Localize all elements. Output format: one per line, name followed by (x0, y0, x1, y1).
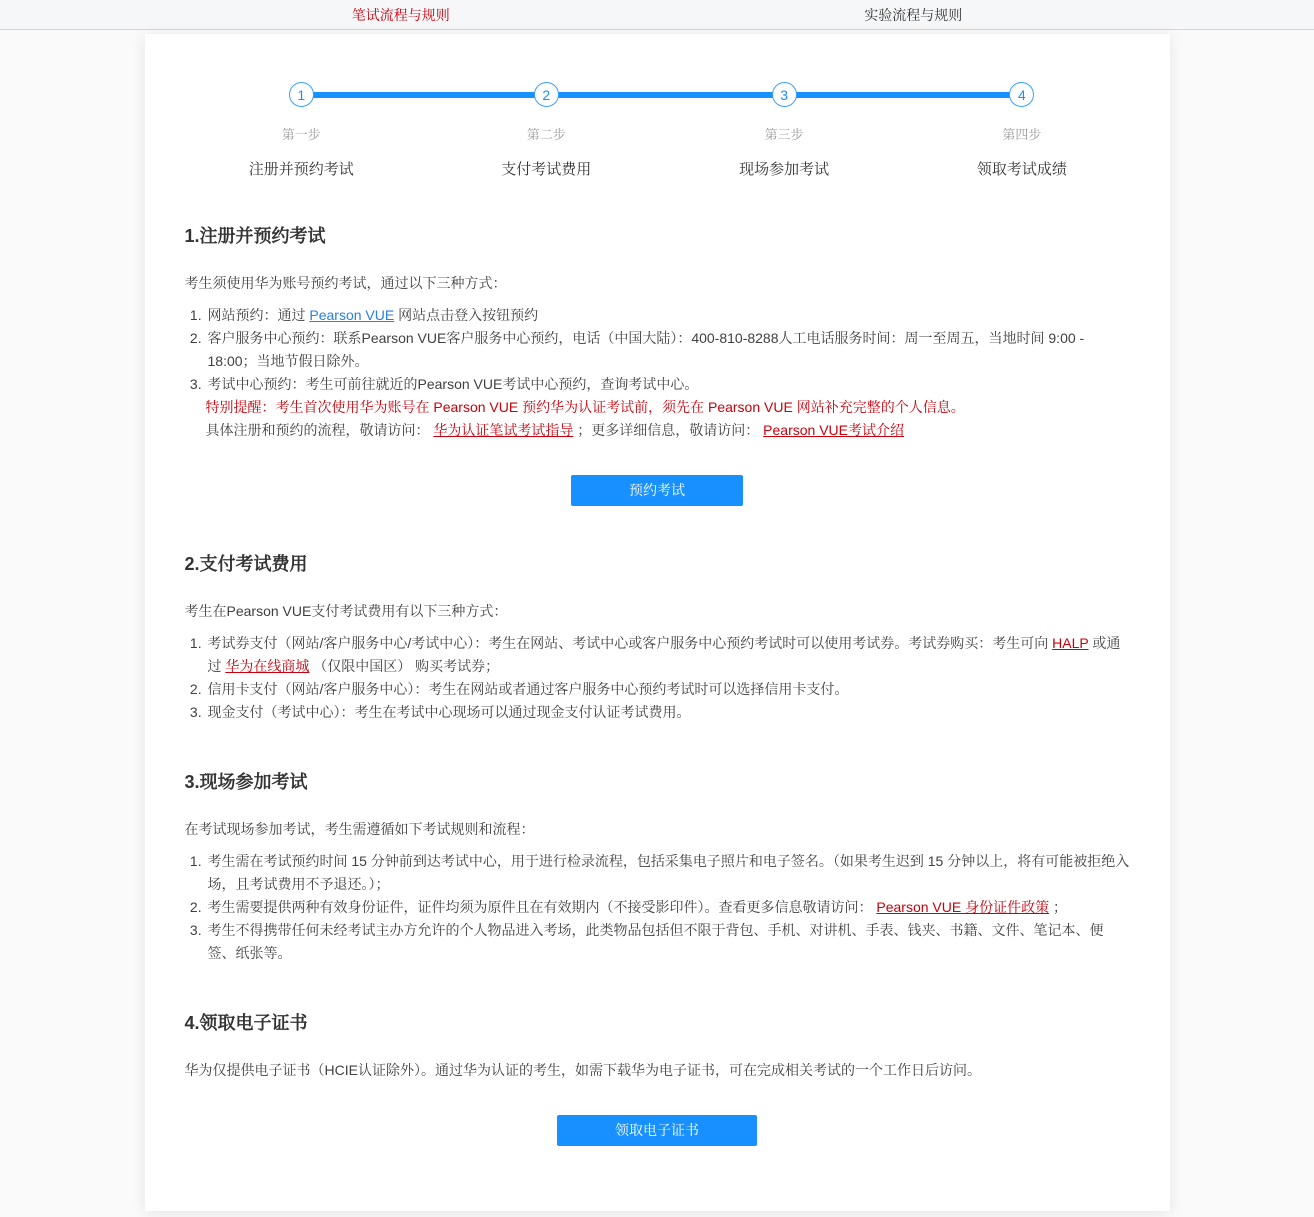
tab-bar-inner (145, 0, 1170, 29)
step-3 (694, 82, 874, 179)
text: 考生需在考试预约时间 15 分钟前到达考试中心，用于进行检录流程，包括采集电子照片和电子签名。（如果考生迟到 15 分钟以上，将有可能被拒绝入场，且考试费用不予退还。）； (207, 853, 1130, 892)
section-payment-list (185, 632, 1130, 724)
list-item (206, 919, 1130, 965)
step-4-sub-label: 第四步 (1002, 127, 1042, 142)
section-register-heading: 1.注册并预约考试 (184, 226, 326, 246)
text: 考生需要提供两种有效身份证件，证件均须为原件且在有效期内（不接受影印件）。查看更多信息敬请访问： (207, 899, 877, 915)
id-policy-link[interactable]: Pearson VUE 身份证件政策 (876, 899, 1050, 915)
text: 或通过 (207, 635, 1121, 674)
list-item (206, 701, 1130, 724)
section-onsite-list (185, 850, 1130, 965)
text: 网站预约：通过 (207, 307, 310, 323)
section-certificate (185, 1009, 1130, 1146)
exam-process-stepper (145, 82, 1170, 206)
text: 在考试现场参加考试，考生需遵循如下考试规则和流程： (184, 821, 535, 837)
section-payment-heading: 2.支付考试费用 (184, 554, 308, 574)
text: ；更多详细信息，敬请访问： (573, 422, 764, 438)
section-register-intro (185, 272, 1130, 295)
list-item (206, 632, 1130, 678)
get-ecertificate-button[interactable]: 领取电子证书 (557, 1115, 757, 1146)
halp-link[interactable]: HALP (1052, 635, 1089, 651)
note-line (206, 419, 1130, 442)
section-onsite-heading: 3.现场参加考试 (184, 772, 308, 792)
text: 考试券支付（网站/客户服务中心/考试中心）：考生在网站、考试中心或客户服务中心预约考试时可以使用考试券。考试券购买：考生可向 (207, 635, 1053, 651)
step-2 (456, 82, 636, 179)
text: （仅限中国区） 购买考试券； (309, 658, 500, 674)
list-item (206, 850, 1130, 896)
book-exam-button[interactable]: 预约考试 (571, 475, 743, 506)
section-onsite-intro (185, 818, 1130, 841)
step-4 (932, 82, 1112, 179)
sections-container (145, 222, 1170, 1146)
list-item (206, 678, 1130, 701)
section-register-notes (185, 396, 1130, 442)
section-payment (185, 550, 1130, 724)
step-3-title: 现场参加考试 (739, 161, 830, 178)
step-1-title: 注册并预约考试 (248, 161, 354, 178)
text: 考试中心预约：考生可前往就近的Pearson VUE考试中心预约，查询考试中心。 (207, 376, 699, 392)
step-4-title: 领取考试成绩 (976, 161, 1067, 178)
text: 具体注册和预约的流程，敬请访问： (205, 422, 434, 438)
step-1 (211, 82, 391, 179)
text: 网站点击登入按钮预约 (394, 307, 539, 323)
list-item (206, 304, 1130, 327)
section-register (185, 222, 1130, 506)
step-2-circle: 2 (534, 82, 559, 107)
note-line (206, 396, 1130, 419)
text: 客户服务中心预约：联系Pearson VUE客户服务中心预约，电话（中国大陆）：400-810-8288人工电话服务时间：周一至周五，当地时间 9:00 - 18:00；当地节假日除外。 (207, 330, 1085, 369)
tab-bar (0, 0, 1314, 30)
highlight-text: 特别提醒： (205, 399, 276, 415)
list-item (206, 373, 1130, 396)
text: ； (1049, 899, 1067, 915)
text: 考生须使用华为账号预约考试，通过以下三种方式： (184, 275, 507, 291)
written-exam-guide-link[interactable]: 华为认证笔试考试指导 (433, 422, 574, 438)
list-item (206, 327, 1130, 373)
step-4-circle: 4 (1009, 82, 1034, 107)
content-card (145, 34, 1170, 1211)
section-certificate-heading: 4.领取电子证书 (184, 1013, 308, 1033)
section-register-list (185, 304, 1130, 396)
highlight-text: 考生首次使用华为账号在 Pearson VUE 预约华为认证考试前，须先在 Pearson VUE 网站补充完整的个人信息。 (275, 399, 965, 415)
pearson-vue-link[interactable]: Pearson VUE (309, 307, 395, 323)
step-2-sub-label: 第二步 (526, 127, 566, 142)
text: 华为仅提供电子证书（HCIE认证除外）。通过华为认证的考生，如需下载华为电子证书，可在完成相关考试的一个工作日后访问。 (184, 1062, 981, 1078)
section-payment-intro (185, 600, 1130, 623)
step-3-circle: 3 (772, 82, 797, 107)
text: 考生不得携带任何未经考试主办方允许的个人物品进入考场，此类物品包括但不限于背包、手机、对讲机、手表、钱夹、书籍、文件、笔记本、便签、纸张等。 (207, 922, 1104, 961)
step-3-sub-label: 第三步 (764, 127, 804, 142)
stepper-track (301, 92, 1022, 98)
huawei-online-store-link[interactable]: 华为在线商城 (225, 658, 310, 674)
section-certificate-button-row (185, 1115, 1130, 1146)
list-item (206, 896, 1130, 919)
text: 考生在Pearson VUE支付考试费用有以下三种方式： (184, 603, 508, 619)
text: 现金支付（考试中心）：考生在考试中心现场可以通过现金支付认证考试费用。 (207, 704, 691, 720)
pearson-vue-intro-link[interactable]: Pearson VUE考试介绍 (763, 422, 904, 438)
step-1-sub-label: 第一步 (281, 127, 321, 142)
tab-lab-exam-rules[interactable]: 实验流程与规则 (864, 6, 963, 23)
step-1-circle: 1 (289, 82, 314, 107)
section-certificate-intro (185, 1059, 1130, 1082)
section-register-button-row (185, 475, 1130, 506)
tab-written-exam-rules[interactable]: 笔试流程与规则 (351, 6, 450, 23)
text: 信用卡支付（网站/客户服务中心）：考生在网站或者通过客户服务中心预约考试时可以选择信用卡支付。 (207, 681, 849, 697)
section-onsite (185, 768, 1130, 965)
step-2-title: 支付考试费用 (501, 161, 592, 178)
